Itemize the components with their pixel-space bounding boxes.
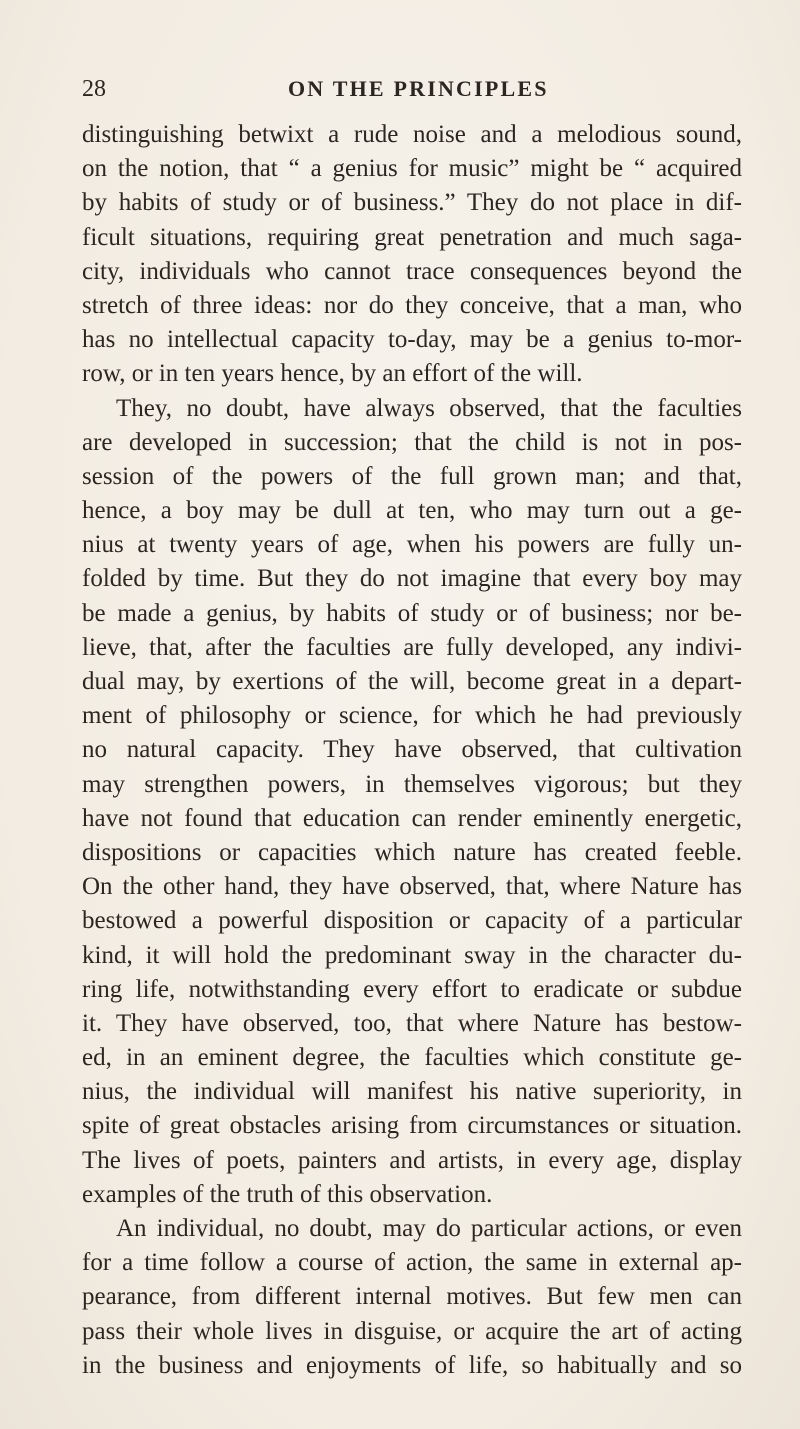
text-line: it. They have observed, too, that where Nature has bestow- bbox=[82, 1009, 742, 1037]
text-line: They, no doubt, have always observed, that the faculties bbox=[116, 394, 742, 422]
text-line: spite of great obstacles arising from circumstances or situation. bbox=[82, 1112, 742, 1140]
text-line: have not found that education can render eminently energetic, bbox=[82, 804, 742, 832]
text-line: for a time follow a course of action, the same in external ap- bbox=[82, 1249, 742, 1277]
text-line: bestowed a powerful disposition or capacity of a particular bbox=[82, 907, 742, 935]
text-line: On the other hand, they have observed, that, where Nature has bbox=[82, 873, 742, 901]
text-line: nius, the individual will manifest his native superiority, in bbox=[82, 1078, 742, 1106]
text-line: has no intellectual capacity to-day, may be a genius to-mor- bbox=[82, 326, 742, 354]
text-line: dual may, by exertions of the will, become great in a depart- bbox=[82, 668, 742, 695]
text-line: on the notion, that “ a genius for music” might be “ acquired bbox=[82, 155, 742, 183]
text-line: stretch of three ideas: nor do they conceive, that a man, who bbox=[82, 291, 742, 319]
text-line: ment of philosophy or science, for which he had previously bbox=[82, 702, 742, 730]
text-line: pass their whole lives in disguise, or acquire the art of acting bbox=[82, 1317, 742, 1345]
text-line: distinguishing betwixt a rude noise and a melodious sound, bbox=[82, 121, 742, 148]
text-line: hence, a boy may be dull at ten, who may turn out a ge- bbox=[82, 497, 742, 525]
text-line: are developed in succession; that the child is not in pos- bbox=[82, 428, 742, 456]
running-title: ON THE PRINCIPLES bbox=[288, 76, 549, 101]
text-line: folded by time. But they do not imagine that every boy may bbox=[82, 565, 742, 593]
page-number: 28 bbox=[82, 76, 106, 102]
text-line: be made a genius, by habits of study or of business; nor be- bbox=[82, 599, 742, 627]
text-line: nius at twenty years of age, when his powers are fully un- bbox=[82, 531, 742, 559]
text-line: may strengthen powers, in themselves vigorous; but they bbox=[82, 770, 742, 798]
text-line: ring life, notwithstanding every effort to eradicate or subdue bbox=[82, 975, 742, 1003]
text-line: kind, it will hold the predominant sway in the character du- bbox=[82, 941, 742, 969]
text-line: The lives of poets, painters and artists, in every age, display bbox=[82, 1146, 742, 1174]
text-line: session of the powers of the full grown man; and that, bbox=[82, 462, 742, 490]
text-line: An individual, no doubt, may do particular actions, or even bbox=[116, 1215, 742, 1242]
text-line: examples of the truth of this observation. bbox=[82, 1180, 493, 1208]
body-text bbox=[82, 118, 742, 1383]
text-line: ficult situations, requiring great penetration and much saga- bbox=[82, 223, 742, 251]
running-head bbox=[82, 76, 742, 116]
text-line: by habits of study or of business.” They do not place in dif- bbox=[82, 189, 742, 217]
text-line: lieve, that, after the faculties are fully developed, any indivi- bbox=[82, 633, 742, 661]
text-line: pearance, from different internal motives. But few men can bbox=[82, 1283, 742, 1311]
text-line: ed, in an eminent degree, the faculties which constitute ge- bbox=[82, 1044, 742, 1072]
text-line: city, individuals who cannot trace consequences beyond the bbox=[82, 257, 742, 285]
text-line: in the business and enjoyments of life, so habitually and so bbox=[82, 1351, 742, 1379]
text-line: dispositions or capacities which nature has created feeble. bbox=[82, 838, 742, 866]
text-line: no natural capacity. They have observed, that cultivation bbox=[82, 736, 742, 764]
text-line: row, or in ten years hence, by an effort of the will. bbox=[82, 360, 583, 388]
